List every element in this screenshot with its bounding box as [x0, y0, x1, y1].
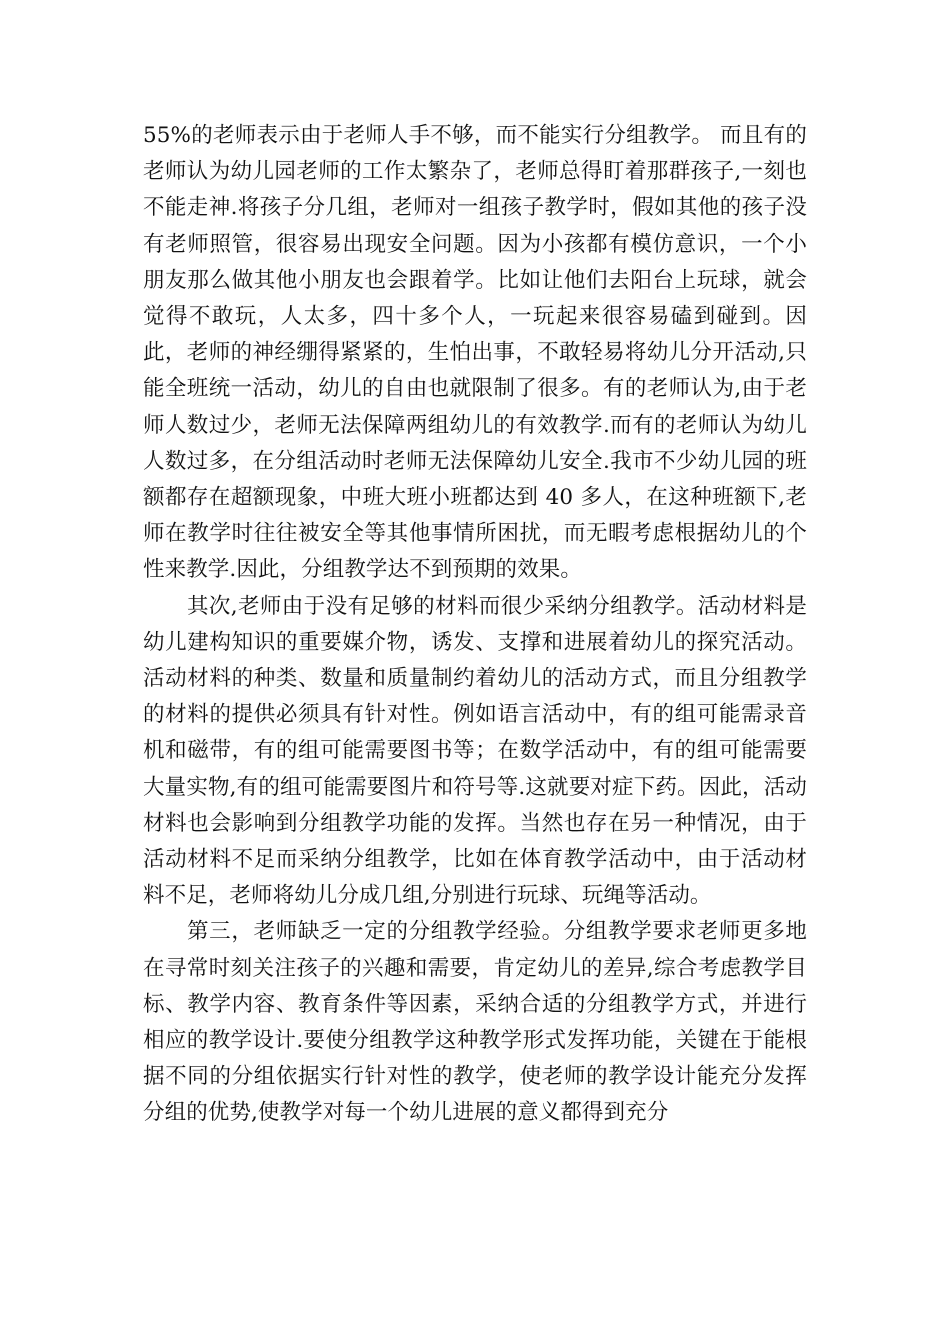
document-body	[143, 118, 807, 1132]
paragraph-3: 第三，老师缺乏一定的分组教学经验。分组教学要求老师更多地在寻常时刻关注孩子的兴趣和需要，肯定幼儿的差异,综合考虑教学目标、教学内容、教育条件等因素，采纳合适的分组教学方式，并进行相应的教学设计.要使分组教学这种教学形式发挥功能，关键在于能根据不同的分组依据实行针对性的教学，使老师的教学设计能充分发挥分组的优势,使教学对每一个幼儿进展的意义都得到充分	[143, 919, 807, 1126]
paragraph-2: 其次,老师由于没有足够的材料而很少采纳分组教学。活动材料是幼儿建构知识的重要媒介物，诱发、支撑和进展着幼儿的探究活动。活动材料的种类、数量和质量制约着幼儿的活动方式，而且分组教学的材料的提供必须具有针对性。例如语言活动中，有的组可能需录音机和磁带，有的组可能需要图书等；在数学活动中，有的组可能需要大量实物,有的组可能需要图片和符号等.这就要对症下药。因此，活动材料也会影响到分组教学功能的发挥。当然也存在另一种情况，由于活动材料不足而采纳分组教学，比如在体育教学活动中，由于活动材料不足，老师将幼儿分成几组,分别进行玩球、玩绳等活动。	[143, 593, 807, 909]
paragraph-1: 55%的老师表示由于老师人手不够，而不能实行分组教学。 而且有的老师认为幼儿园老师的工作太繁杂了，老师总得盯着那群孩子,一刻也不能走神.将孩子分几组，老师对一组孩子教学时，假如其他的孩子没有老师照管，很容易出现安全问题。因为小孩都有模仿意识，一个小朋友那么做其他小朋友也会跟着学。比如让他们去阳台上玩球，就会觉得不敢玩，人太多，四十多个人，一玩起来很容易磕到碰到。因此，老师的神经绷得紧紧的，生怕出事，不敢轻易将幼儿分开活动,只能全班统一活动，幼儿的自由也就限制了很多。有的老师认为,由于老师人数过少，老师无法保障两组幼儿的有效教学.而有的老师认为幼儿人数过多，在分组活动时老师无法保障幼儿安全.我市不少幼儿园的班额都存在超额现象，中班大班小班都达到 40 多人，在这种班额下,老师在教学时往往被安全等其他事情所困扰，而无暇考虑根据幼儿的个性来教学.因此，分组教学达不到预期的效果。	[143, 123, 807, 583]
